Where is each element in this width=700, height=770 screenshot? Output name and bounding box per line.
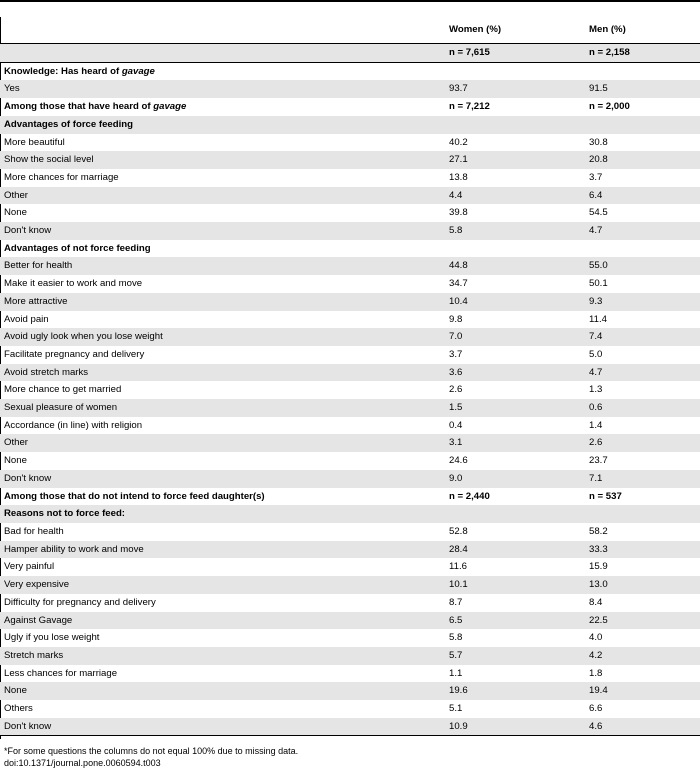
- row-label-text: Stretch marks: [4, 649, 64, 661]
- women-value: [445, 505, 585, 523]
- row-label-text: Sexual pleasure of women: [4, 402, 118, 414]
- row-label-text: Accordance (in line) with religion: [4, 419, 143, 431]
- women-value: 5.7: [445, 647, 585, 665]
- women-value: 7.0: [445, 328, 585, 346]
- men-value: 6.6: [589, 703, 603, 715]
- table-row: [0, 541, 700, 559]
- row-label-text: More attractive: [4, 295, 68, 307]
- men-value: [585, 62, 700, 80]
- men-value: n = 537: [589, 490, 622, 502]
- men-value: 1.4: [589, 419, 603, 431]
- table-row: [0, 293, 700, 311]
- women-value: 34.7: [449, 278, 468, 290]
- row-label: [0, 80, 445, 98]
- table-row: [0, 311, 700, 329]
- table-row: [0, 417, 700, 435]
- row-label-emphasis: gavage: [121, 65, 155, 77]
- table-row: [0, 434, 700, 452]
- row-label-text: Show the social level: [4, 154, 94, 166]
- row-label-text: Make it easier to work and move: [4, 278, 143, 290]
- section-row: [0, 240, 700, 258]
- row-label-text: Very expensive: [4, 579, 70, 591]
- men-value: 13.0: [585, 576, 700, 594]
- row-label-text: Other: [4, 437, 28, 449]
- men-value: n = 2,000: [589, 101, 630, 113]
- table-row: [0, 187, 700, 205]
- men-value: 20.8: [585, 151, 700, 169]
- table-row: [0, 612, 700, 630]
- men-value: 2.6: [585, 434, 700, 452]
- men-value: 0.6: [585, 399, 700, 417]
- row-label-text: Very painful: [4, 561, 55, 573]
- table-row: [0, 594, 700, 612]
- table-row: [0, 682, 700, 700]
- row-label: [0, 665, 445, 683]
- table-row: [0, 647, 700, 665]
- table-row: [0, 134, 700, 152]
- men-value: 7.4: [585, 328, 700, 346]
- women-value: 1.5: [445, 399, 585, 417]
- row-label-text: Avoid stretch marks: [4, 366, 89, 378]
- table-footnote: [4, 746, 298, 769]
- women-value: [445, 116, 585, 134]
- row-label-text: Among those that have heard of: [4, 101, 154, 113]
- men-value: 55.0: [585, 257, 700, 275]
- women-value: 93.7: [445, 80, 585, 98]
- women-value: 3.1: [445, 434, 585, 452]
- row-label: [0, 311, 445, 329]
- row-label-text: Don't know: [4, 225, 52, 237]
- table-row: [0, 328, 700, 346]
- row-label: [0, 452, 445, 470]
- row-label-text: Others: [4, 703, 33, 715]
- women-value: 0.4: [449, 419, 463, 431]
- table-row: [0, 558, 700, 576]
- section-row: [0, 116, 700, 134]
- row-label: [0, 558, 445, 576]
- row-label-text: Avoid pain: [4, 313, 49, 325]
- header-men: Men (%): [589, 24, 626, 36]
- men-value: 8.4: [589, 596, 603, 608]
- row-label: [0, 328, 445, 346]
- row-label-text: Better for health: [4, 260, 73, 272]
- row-label: [0, 629, 445, 647]
- row-label-text: Difficulty for pregnancy and delivery: [4, 596, 156, 608]
- table-row: [0, 665, 700, 683]
- men-value: 11.4: [589, 313, 607, 325]
- men-value: 7.1: [585, 470, 700, 488]
- table-row: [0, 222, 700, 240]
- women-value: 5.1: [449, 703, 463, 715]
- table-row: [0, 346, 700, 364]
- women-value: 8.7: [449, 596, 463, 608]
- row-label: [0, 222, 445, 240]
- row-label: [0, 505, 445, 523]
- row-label: [0, 488, 445, 506]
- row-label: [0, 381, 445, 399]
- women-value: n = 2,440: [449, 490, 490, 502]
- women-value: 3.7: [449, 348, 463, 360]
- row-label: [0, 134, 445, 152]
- men-value: [585, 116, 700, 134]
- men-value: 19.4: [585, 682, 700, 700]
- table-row: [0, 452, 700, 470]
- row-label: [0, 541, 445, 559]
- men-value: 4.2: [585, 647, 700, 665]
- women-value: 5.8: [449, 632, 463, 644]
- table-row: [0, 169, 700, 187]
- men-value: 1.3: [589, 384, 603, 396]
- men-value: 9.3: [585, 293, 700, 311]
- women-value: [445, 240, 585, 258]
- women-value: 10.4: [445, 293, 585, 311]
- row-label: [0, 257, 445, 275]
- women-value: 52.8: [449, 525, 468, 537]
- table-row: [0, 275, 700, 293]
- table-row: [0, 718, 700, 736]
- men-value: 22.5: [585, 612, 700, 630]
- section-row: [0, 62, 700, 80]
- row-label-text: Don't know: [4, 720, 52, 732]
- row-label-text: Reasons not to force feed:: [4, 508, 126, 520]
- row-label-emphasis: gavage: [153, 101, 187, 113]
- men-value: 15.9: [589, 561, 608, 573]
- table-row: [0, 523, 700, 541]
- row-label: [0, 62, 445, 80]
- row-label-text: Among those that do not intend to force feed daughter(s): [4, 490, 265, 502]
- top-rule: [0, 0, 700, 2]
- row-label-text: None: [4, 455, 27, 467]
- men-value: [585, 505, 700, 523]
- row-label: [0, 240, 445, 258]
- women-value: n = 7,212: [449, 101, 490, 113]
- women-value: 27.1: [445, 151, 585, 169]
- row-label-text: Advantages of not force feeding: [4, 242, 151, 254]
- men-value: 4.7: [585, 364, 700, 382]
- table-row: [0, 364, 700, 382]
- men-value: 33.3: [585, 541, 700, 559]
- men-value: 54.5: [589, 207, 608, 219]
- row-label-text: None: [4, 207, 27, 219]
- men-value: 6.4: [585, 187, 700, 205]
- table-row: [0, 381, 700, 399]
- men-value: 4.6: [585, 718, 700, 736]
- section-row: [0, 488, 700, 506]
- table-row: [0, 257, 700, 275]
- row-label-text: None: [4, 685, 27, 697]
- sample-size-row: [0, 44, 700, 63]
- sample-size-women: n = 7,615: [445, 44, 585, 63]
- row-label: [0, 470, 445, 488]
- women-value: 39.8: [449, 207, 468, 219]
- women-value: 1.1: [449, 667, 463, 679]
- men-value: 30.8: [589, 136, 608, 148]
- row-label-text: Advantages of force feeding: [4, 118, 134, 130]
- row-label-text: More chances for marriage: [4, 171, 119, 183]
- women-value: 9.8: [449, 313, 463, 325]
- women-value: 2.6: [449, 384, 463, 396]
- row-label: [0, 275, 445, 293]
- row-label: [0, 169, 445, 187]
- row-label-text: Hamper ability to work and move: [4, 543, 144, 555]
- row-label-text: Ugly if you lose weight: [4, 632, 100, 644]
- row-label-text: Yes: [4, 83, 20, 95]
- row-label: [0, 293, 445, 311]
- table-row: [0, 80, 700, 98]
- row-label: [0, 417, 445, 435]
- header-label-cell: [0, 17, 445, 44]
- table-row: [0, 470, 700, 488]
- row-label: [0, 346, 445, 364]
- row-label: [0, 612, 445, 630]
- men-value: [585, 240, 700, 258]
- row-label-text: Other: [4, 189, 28, 201]
- doi-text: doi:10.1371/journal.pone.0060594.t003: [4, 757, 161, 768]
- row-label-text: Bad for health: [4, 525, 64, 537]
- men-value: 23.7: [589, 455, 608, 467]
- row-label-text: More beautiful: [4, 136, 65, 148]
- women-value: 10.9: [445, 718, 585, 736]
- row-label: [0, 700, 445, 718]
- row-label: [0, 399, 445, 417]
- table-row: [0, 151, 700, 169]
- table-row: [0, 399, 700, 417]
- women-value: 24.6: [449, 455, 468, 467]
- women-value: [445, 62, 585, 80]
- table-row: [0, 700, 700, 718]
- women-value: 13.8: [449, 171, 468, 183]
- row-label: [0, 116, 445, 134]
- row-label-text: Don't know: [4, 472, 52, 484]
- men-value: 4.7: [585, 222, 700, 240]
- row-label: [0, 576, 445, 594]
- women-value: 5.8: [445, 222, 585, 240]
- row-label: [0, 151, 445, 169]
- footnote-text: *For some questions the columns do not equal 100% due to missing data.: [4, 746, 299, 756]
- men-value: 1.8: [589, 667, 603, 679]
- women-value: 3.6: [445, 364, 585, 382]
- sample-size-label: [0, 44, 445, 63]
- row-label: [0, 434, 445, 452]
- men-value: 5.0: [589, 348, 603, 360]
- row-label: [0, 718, 445, 736]
- row-label: [0, 204, 445, 222]
- women-value: 44.8: [445, 257, 585, 275]
- women-value: 4.4: [445, 187, 585, 205]
- women-value: 19.6: [445, 682, 585, 700]
- row-label-text: Avoid ugly look when you lose weight: [4, 331, 163, 343]
- men-value: 3.7: [589, 171, 603, 183]
- women-value: 11.6: [449, 561, 467, 573]
- table-row: [0, 576, 700, 594]
- women-value: 28.4: [445, 541, 585, 559]
- table-row: [0, 629, 700, 647]
- row-label: [0, 682, 445, 700]
- row-label: [0, 523, 445, 541]
- row-label: [0, 98, 445, 116]
- row-label-text: More chance to get married: [4, 384, 122, 396]
- section-row: [0, 98, 700, 116]
- row-label-text: Against Gavage: [4, 614, 73, 626]
- results-table: [0, 17, 700, 736]
- row-label: [0, 364, 445, 382]
- women-value: 6.5: [445, 612, 585, 630]
- women-value: 10.1: [445, 576, 585, 594]
- women-value: 9.0: [445, 470, 585, 488]
- women-value: 40.2: [449, 136, 468, 148]
- row-label-text: Less chances for marriage: [4, 667, 118, 679]
- section-row: [0, 505, 700, 523]
- men-value: 91.5: [585, 80, 700, 98]
- men-value: 4.0: [589, 632, 603, 644]
- sample-size-men: n = 2,158: [585, 44, 700, 63]
- row-label-text: Facilitate pregnancy and delivery: [4, 348, 145, 360]
- men-value: 58.2: [589, 525, 608, 537]
- row-label-text: Knowledge: Has heard of: [4, 65, 122, 77]
- row-label: [0, 594, 445, 612]
- row-label: [0, 647, 445, 665]
- header-women: Women (%): [449, 24, 502, 36]
- row-label: [0, 187, 445, 205]
- table-row: [0, 204, 700, 222]
- table-header-row: [0, 17, 700, 44]
- men-value: 50.1: [589, 278, 608, 290]
